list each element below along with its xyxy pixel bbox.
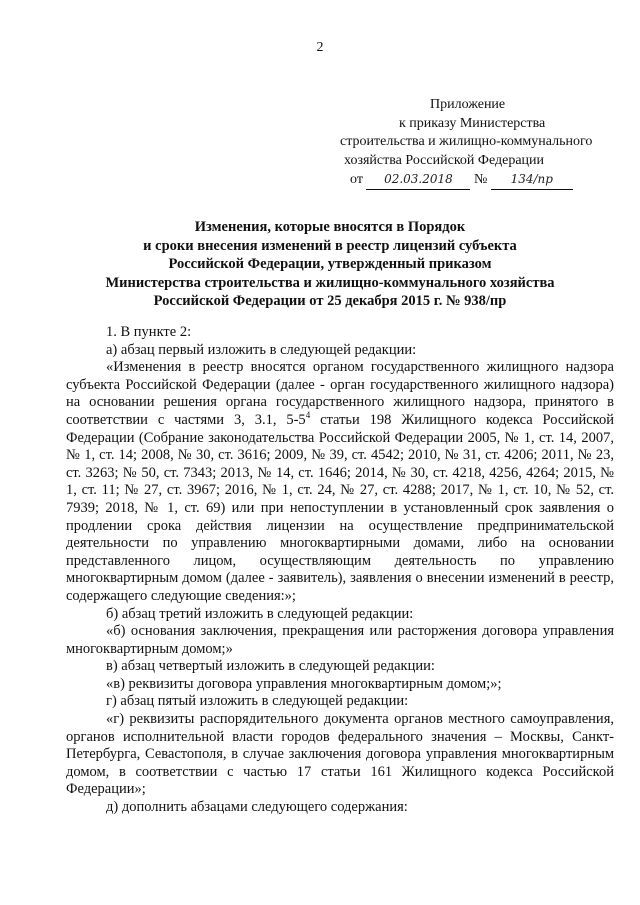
paragraph-1: 1. В пункте 2: — [106, 324, 192, 340]
paragraph-10: д) дополнить абзацами следующего содержания: — [106, 799, 408, 816]
paragraph-4: б) абзац третий изложить в следующей редакции: — [106, 605, 414, 622]
title-line-2: и сроки внесения изменений в реестр лицензий субъекта — [143, 237, 517, 254]
appendix-line-4: хозяйства Российской Федерации — [344, 152, 545, 168]
appendix-line-3: строительства и жилищно-коммунального — [340, 134, 593, 149]
paragraph-8: г) абзац пятый изложить в следующей редакции: — [106, 693, 409, 710]
paragraph-5: «б) основания заключения, прекращения или расторжения договора управления многоквартирным домом;» — [66, 623, 614, 657]
appendix-block — [340, 96, 620, 190]
number-label: № — [473, 172, 488, 187]
document-body — [66, 324, 614, 817]
paragraph-6: в) абзац четвертый изложить в следующей редакции: — [106, 658, 435, 675]
document-title — [100, 218, 560, 311]
paragraph-9: «г) реквизиты распорядительного документа органов местного самоуправления, органов исполнительной власти городов федерального значения – Москвы, Санкт-Петербурга, Севастополя, в случае заключения договора управления многоквартирным домом, в соответствии с частью 17 статьи 161 Жилищного кодекса Российской Федерации»; — [66, 711, 614, 798]
title-line-5: Российской Федерации от 25 декабря 2015 г. № 938/пр — [153, 293, 507, 310]
order-date-number — [340, 170, 620, 190]
page-number: 2 — [316, 40, 324, 55]
superscript-4: 4 — [305, 410, 311, 421]
handwritten-date: 02.03.2018 — [366, 170, 470, 190]
appendix-line-1: Приложение — [430, 97, 506, 112]
paragraph-7: «в) реквизиты договора управления многоквартирным домом;»; — [106, 675, 502, 692]
paragraph-3 — [66, 359, 614, 605]
paragraph-3-part-b: статьи 198 Жилищного кодекса Российской Федерации (Собрание законодательства Российской Федерации 2005, № 1, ст. 14, 2007, № 1, ст. 14; 2008, № 30, ст. 3616; 2009, № 39, ст. 4542; 2010, № 31, ст. 4206; 2011, № 23, ст. 3263; № 50, ст. 7343; 2013, № 14, ст. 1646; 2014, № 30, ст. 4218, 4256, 4264; 2015, № 1, ст. 11; № 27, ст. 3967; 2016, № 1, ст. 24, № 27, ст. 4288; 2017, № 1, ст. 10, № 52, ст. 7939; 2018, № 1, ст. 69) или при непоступлении в установленный срок заявления о продлении срока действия лицензии на осуществление предпринимательской деятельности по управлению многоквартирными домами, либо на основании представленного лицом, осуществляющим деятельность по управлению многоквартирным домом (далее - заявитель), заявления о внесении изменений в реестр, содержащего следующие сведения:»; — [66, 411, 614, 604]
title-line-1: Изменения, которые вносятся в Порядок — [194, 219, 466, 235]
appendix-line-2: к приказу Министерства — [399, 115, 546, 131]
title-line-4: Министерства строительства и жилищно-коммунального хозяйства — [105, 274, 555, 291]
paragraph-3-part-a: «Изменения в реестр вносятся органом государственного жилищного надзора субъекта Российской Федерации (далее - орган государственного жилищного надзора) на основании решения органа государственного жилищного надзора, принятого в соответствии с частями 3, 3.1, 5-5 — [66, 359, 614, 428]
from-label: от — [350, 172, 363, 187]
handwritten-number: 134/пр — [491, 170, 573, 190]
title-line-3: Российской Федерации, утвержденный приказом — [168, 256, 492, 273]
paragraph-2: а) абзац первый изложить в следующей редакции: — [106, 341, 417, 358]
